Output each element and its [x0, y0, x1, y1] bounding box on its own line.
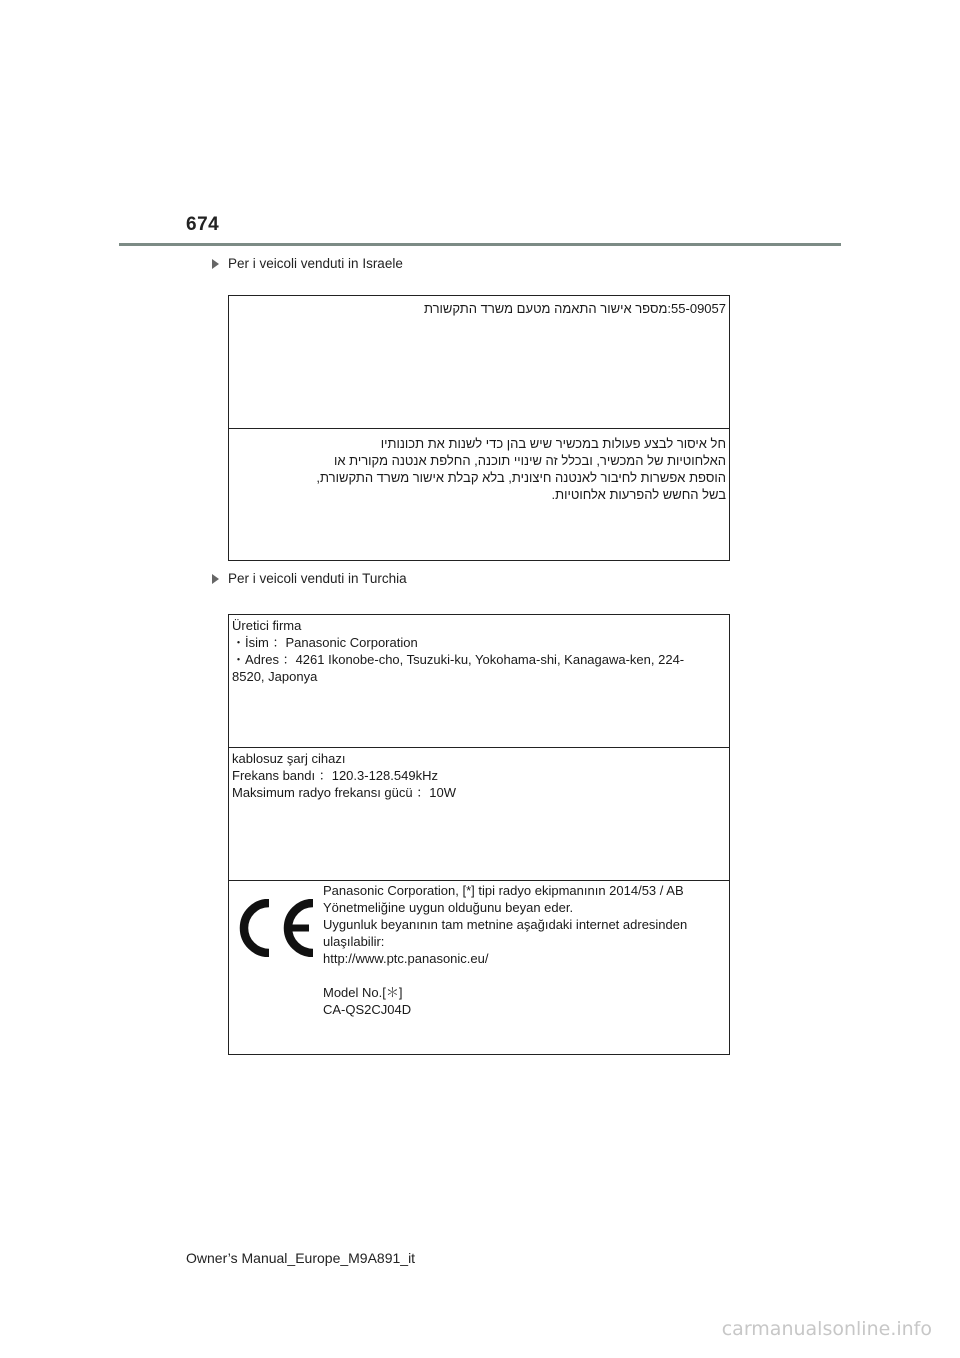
device-info-cell: [229, 748, 729, 881]
text-line: הוספת אפשרות לחיבור לאנטנה חיצונית, בלא קבלת אישור משרד התקשורת,: [316, 470, 726, 485]
section-heading-label: Per i veicoli venduti in Israele: [228, 256, 403, 271]
header-rule: [119, 243, 841, 246]
text-line: ulaşılabilir:: [323, 934, 385, 949]
text-line: Model No.[＊]: [323, 985, 403, 1000]
text-line: 8520, Japonya: [232, 669, 318, 684]
approval-number-cell: [229, 296, 729, 429]
manufacturer-cell: [229, 615, 729, 748]
text-line: Panasonic Corporation, [*] tipi radyo ekipmanının 2014/53 / AB: [323, 883, 684, 898]
watermark: carmanualsonline.info: [721, 1318, 932, 1340]
ce-mark-icon: [229, 881, 323, 1053]
footer-text: Owner’s Manual_Europe_M9A891_it: [186, 1250, 416, 1266]
text-line: בשל החשש להפרעות אלחוטיות.: [551, 487, 726, 502]
text-line: Frekans bandı ：120.3-128.549kHz: [232, 768, 438, 783]
model-number: CA-QS2CJ04D: [323, 1002, 412, 1017]
declaration-text: [323, 881, 687, 1053]
triangle-bullet-icon: [212, 574, 219, 584]
url-text: http://www.ptc.panasonic.eu/: [323, 951, 489, 966]
turkey-info-box: [228, 614, 730, 1055]
section-heading-label: Per i veicoli venduti in Turchia: [228, 571, 407, 586]
text-line: האלחוטיות של המכשיר, ובכלל זה שינויי תוכנה, החלפת אנטנה מקורית או: [333, 453, 726, 468]
blank-line: [323, 967, 687, 984]
text-line: Uygunluk beyanının tam metnine aşağıdaki internet adresinden: [323, 917, 688, 932]
text-line: חל איסור לבצע פעולות במכשיר שיש בהן כדי לשנות את תכונותיו: [380, 436, 726, 451]
warning-cell: [229, 429, 729, 559]
text-line: Maksimum radyo frekansı gücü ：10W: [232, 785, 456, 800]
text-line: Yönetmeliğine uygun olduğunu beyan eder.: [323, 900, 574, 915]
text-line: 55-09057:מספר אישור התאמה מטעם משרד התקשורת: [423, 301, 726, 316]
text-line: kablosuz şarj cihazı: [232, 751, 346, 766]
text-line: ・Adres ：4261 Ikonobe-cho, Tsuzuki-ku, Yokohama-shi, Kanagawa-ken, 224-: [232, 652, 685, 667]
declaration-cell: [229, 881, 729, 1053]
section-heading-turkey: [212, 571, 407, 586]
text-line: Üretici firma: [232, 618, 302, 633]
text-line: ・İsim ：Panasonic Corporation: [232, 635, 418, 650]
section-heading-israel: [212, 256, 403, 271]
page-number: 674: [186, 214, 220, 235]
triangle-bullet-icon: [212, 259, 219, 269]
israel-info-box: [228, 295, 730, 561]
